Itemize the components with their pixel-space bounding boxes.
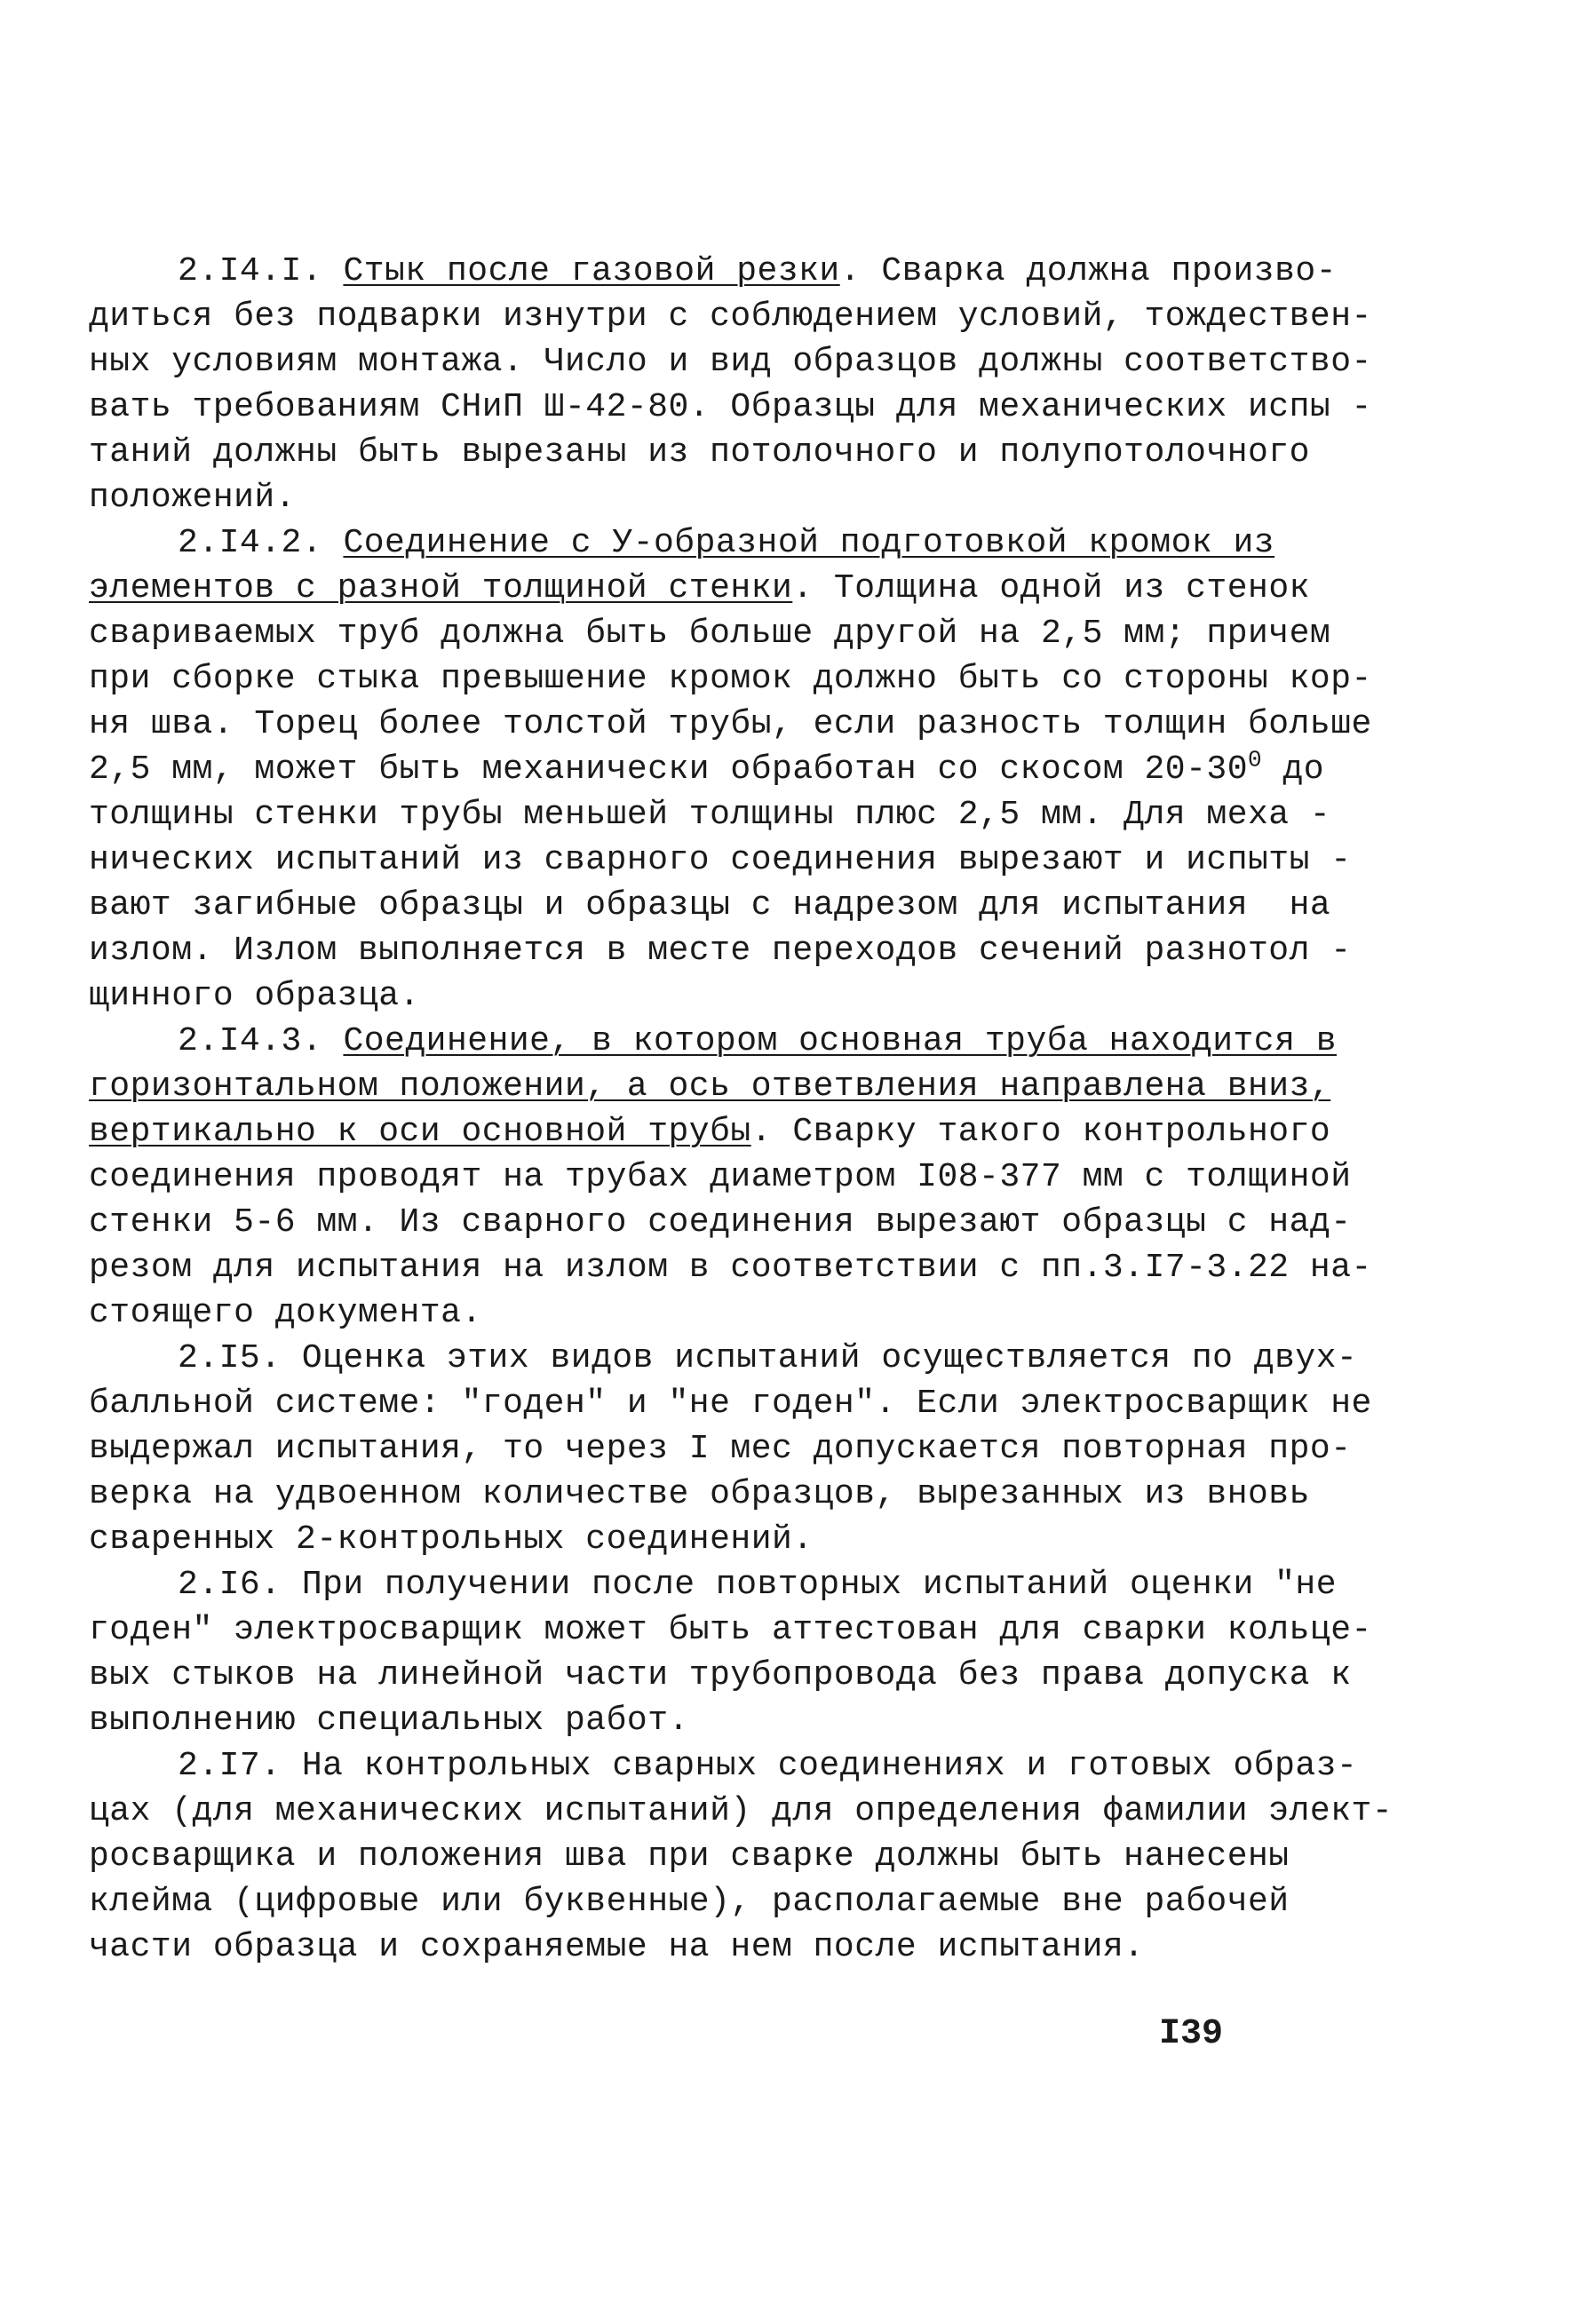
text-line: соединения проводят на трубах диаметром I08-377 мм с толщиной — [89, 1158, 1352, 1196]
text-line: 2.I7. На контрольных сварных соединениях и готовых образ- — [178, 1747, 1358, 1785]
text-line: при сборке стыка превышение кромок должно быть со стороны кор- — [89, 660, 1372, 698]
clause-number: 2.I4.I. — [178, 252, 344, 290]
text-line: положений. — [89, 479, 297, 517]
text-line: диться без подварки изнутри с соблюдением условий, тождествен- — [89, 298, 1372, 336]
paragraph-2-17 — [89, 1743, 1394, 1970]
text-fragment: . Толщина одной из стенок — [792, 569, 1310, 607]
clause-heading: элементов с разной толщиной стенки — [89, 569, 793, 607]
text-line — [89, 1019, 1338, 1064]
text-line: росварщика и положения шва при сварке должны быть нанесены — [89, 1837, 1290, 1876]
page-number: I39 — [1159, 2014, 1224, 2054]
text-line: резом для испытания на излом в соответствии с пп.3.I7-3.22 на- — [89, 1249, 1372, 1287]
clause-heading: горизонтальном положении, а ось ответвления направлена вниз, — [89, 1067, 1331, 1106]
text-line: ня шва. Торец более толстой трубы, если разность толщин больше — [89, 705, 1372, 743]
text-fragment: . Сварку такого контрольного — [750, 1113, 1331, 1151]
text-line: годен" электросварщик может быть аттестован для сварки кольце- — [89, 1611, 1372, 1649]
paragraph-2-14-1 — [89, 249, 1372, 520]
clause-heading: вертикально к оси основной трубы — [89, 1113, 751, 1151]
clause-heading: Стык после газовой резки — [343, 252, 840, 290]
text-line: выполнению специальных работ. — [89, 1702, 689, 1740]
text-line: щинного образца. — [89, 977, 420, 1015]
text-line: излом. Излом выполняется в месте переходов сечений разнотол - — [89, 932, 1352, 970]
text-line: части образца и сохраняемые на нем после испытания. — [89, 1928, 1145, 1966]
text-line: сваренных 2-контрольных соединений. — [89, 1520, 814, 1559]
text-line: таний должны быть вырезаны из потолочного и полупотолочного — [89, 433, 1310, 472]
degree-superscript: 0 — [1248, 746, 1263, 774]
text-line: балльной системе: "годен" и "не годен". Если электросварщик не — [89, 1385, 1372, 1423]
clause-number: 2.I4.3. — [178, 1022, 344, 1060]
text-fragment: . Сварка должна произво- — [839, 252, 1338, 290]
text-line: 2.I5. Оценка этих видов испытаний осуществляется по двух- — [178, 1339, 1358, 1377]
text-line: клейма (цифровые или буквенные), располагаемые вне рабочей — [89, 1883, 1290, 1921]
text-line: 2.I6. При получении после повторных испытаний оценки "не — [178, 1566, 1338, 1604]
text-fragment: до — [1262, 750, 1325, 789]
clause-heading: Соединение с У-образной подготовкой кромок из — [343, 524, 1275, 562]
text-line — [89, 1109, 1331, 1154]
text-line: вать требованиям СНиП Ш-42-80. Образцы для механических испы - — [89, 388, 1372, 426]
text-line: свариваемых труб должна быть больше другой на 2,5 мм; причем — [89, 615, 1331, 653]
clause-number: 2.I4.2. — [178, 524, 344, 562]
text-line: стенки 5-6 мм. Из сварного соединения вырезают образцы с над- — [89, 1203, 1352, 1242]
text-fragment: 2,5 мм, может быть механически обработан со скосом 20-30 — [89, 750, 1249, 789]
text-line: ных условиям монтажа. Число и вид образцов должны соответство- — [89, 343, 1372, 381]
text-line — [89, 746, 1325, 792]
text-line — [89, 1064, 1331, 1109]
text-line — [89, 520, 1275, 566]
paragraph-2-16 — [89, 1562, 1372, 1743]
text-line: стоящего документа. — [89, 1294, 482, 1332]
text-line: верка на удвоенном количестве образцов, вырезанных из вновь — [89, 1475, 1310, 1513]
clause-heading: Соединение, в котором основная труба находится в — [343, 1022, 1338, 1060]
text-line: толщины стенки трубы меньшей толщины плюс 2,5 мм. Для меха - — [89, 796, 1331, 834]
text-line: цах (для механических испытаний) для определения фамилии элект- — [89, 1792, 1394, 1830]
text-line: нических испытаний из сварного соединения вырезают и испыты - — [89, 841, 1352, 879]
text-line: вых стыков на линейной части трубопровода без права допуска к — [89, 1656, 1352, 1694]
text-line: вают загибные образцы и образцы с надрезом для испытания на — [89, 886, 1331, 924]
body-text — [89, 249, 1394, 1970]
text-line: выдержал испытания, то через I мес допускается повторная про- — [89, 1430, 1352, 1468]
paragraph-2-15 — [89, 1336, 1372, 1562]
text-line — [89, 566, 1310, 611]
paragraph-2-14-2 — [89, 520, 1372, 1019]
text-line — [89, 249, 1338, 294]
paragraph-2-14-3 — [89, 1019, 1372, 1336]
